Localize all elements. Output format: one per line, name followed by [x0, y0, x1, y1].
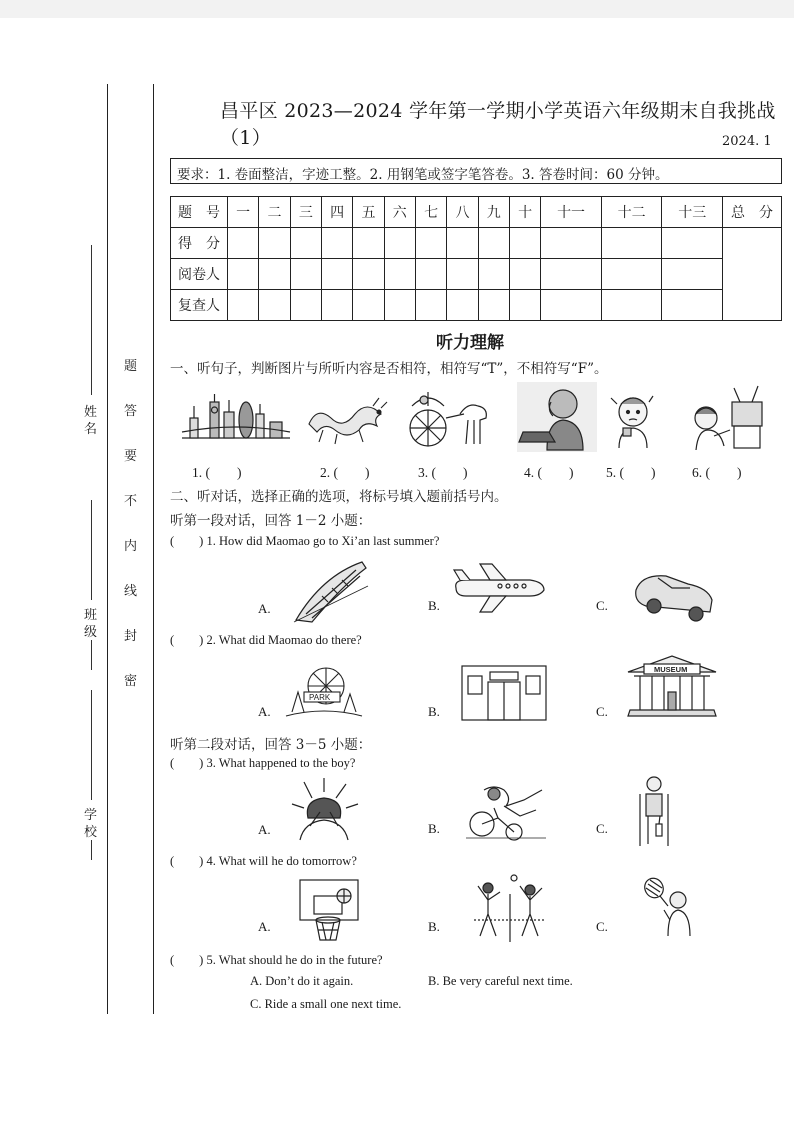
boy-with-headache-icon[interactable]: [290, 778, 360, 842]
score-cell[interactable]: [259, 228, 290, 259]
question-3[interactable]: ( ) 3. What happened to the boy?: [170, 756, 356, 770]
q4-option-b-label[interactable]: B.: [428, 919, 440, 934]
class-label: 班级: [84, 608, 98, 640]
score-table: [170, 196, 782, 321]
dialog2-intro: 听第二段对话，回答 3－5 小题：: [170, 737, 372, 753]
reviewer-cell[interactable]: [259, 290, 290, 321]
col-12: 十二: [601, 197, 662, 228]
seal-text: [124, 360, 137, 688]
q1-option-b-label[interactable]: B.: [428, 598, 440, 613]
score-cell[interactable]: [290, 228, 321, 259]
col-3: 三: [290, 197, 321, 228]
dialog1-intro: 听第一段对话，回答 1－2 小题：: [170, 513, 372, 529]
seal-char: 不: [124, 494, 138, 509]
reviewer-cell[interactable]: [478, 290, 509, 321]
q2-option-c-label[interactable]: C.: [596, 704, 608, 719]
grader-cell[interactable]: [290, 259, 321, 290]
grader-cell[interactable]: [601, 259, 662, 290]
grader-cell[interactable]: [259, 259, 290, 290]
park-sign-text: PARK: [309, 693, 331, 702]
reviewer-cell[interactable]: [384, 290, 415, 321]
binding-line-left: [107, 84, 108, 1014]
score-cell[interactable]: [662, 228, 723, 259]
question-4[interactable]: ( ) 4. What will he do tomorrow?: [170, 854, 357, 868]
q1-option-c-label[interactable]: C.: [596, 598, 608, 613]
col-11: 十一: [541, 197, 602, 228]
girl-watching-tv-icon: [688, 380, 766, 452]
museum-sign-text: MUSEUM: [654, 665, 688, 674]
boy-playing-tennis-icon[interactable]: [632, 876, 696, 940]
q3-option-b-label[interactable]: B.: [428, 821, 440, 836]
seal-char: 题: [124, 359, 138, 374]
q3-option-c-label[interactable]: C.: [596, 821, 608, 836]
reviewer-row-label: 复查人: [171, 290, 228, 321]
q4-option-a-label[interactable]: A.: [258, 919, 271, 934]
page-top-edge: [0, 0, 794, 18]
grader-cell[interactable]: [541, 259, 602, 290]
answer-blank-2[interactable]: 2. ( ): [320, 465, 370, 480]
high-speed-train-icon[interactable]: [292, 556, 370, 624]
score-cell[interactable]: [478, 228, 509, 259]
score-cell[interactable]: [228, 228, 259, 259]
col-10: 十: [509, 197, 540, 228]
grader-cell[interactable]: [662, 259, 723, 290]
reviewer-cell[interactable]: [509, 290, 540, 321]
question-2[interactable]: ( ) 2. What did Maomao do there?: [170, 633, 362, 647]
sick-boy-icon: [603, 390, 663, 450]
score-row-label: 得 分: [171, 228, 228, 259]
grader-cell[interactable]: [415, 259, 446, 290]
dragon-icon: [303, 396, 389, 446]
score-cell[interactable]: [415, 228, 446, 259]
col-8: 八: [447, 197, 478, 228]
reviewer-cell[interactable]: [601, 290, 662, 321]
score-table-header-row: [171, 197, 782, 228]
grader-cell[interactable]: [228, 259, 259, 290]
man-on-phone-icon: [517, 380, 597, 452]
exam-date: 2024. 1: [722, 134, 772, 149]
exam-title: 昌平区 2023—2024 学年第一学期小学英语六年级期末自我挑战（1）: [220, 100, 776, 149]
basketball-hoop-icon[interactable]: [298, 878, 360, 944]
seal-char: 要: [124, 449, 138, 464]
score-cell[interactable]: [601, 228, 662, 259]
q4-option-c-label[interactable]: C.: [596, 919, 608, 934]
seal-char: 密: [124, 674, 138, 689]
section-title: 听力理解: [436, 333, 504, 353]
grader-cell[interactable]: [353, 259, 384, 290]
name-label: 姓名: [84, 405, 98, 437]
col-9: 九: [478, 197, 509, 228]
london-skyline-icon: [180, 392, 292, 444]
grader-cell[interactable]: [384, 259, 415, 290]
score-cell[interactable]: [384, 228, 415, 259]
grader-cell[interactable]: [509, 259, 540, 290]
q5-option-c[interactable]: C. Ride a small one next time.: [250, 997, 402, 1011]
score-cell[interactable]: [353, 228, 384, 259]
answer-blank-6[interactable]: 6. ( ): [692, 465, 742, 480]
col-4: 四: [321, 197, 352, 228]
q3-option-a-label[interactable]: A.: [258, 822, 271, 837]
question-5[interactable]: ( ) 5. What should he do in the future?: [170, 953, 383, 967]
seal-char: 线: [124, 584, 138, 599]
q5-option-b[interactable]: B. Be very careful next time.: [428, 974, 573, 988]
reviewer-cell[interactable]: [228, 290, 259, 321]
building-icon[interactable]: [460, 664, 548, 722]
car-icon[interactable]: [632, 568, 714, 624]
chariot-icon: [402, 384, 492, 450]
grader-row-label: 阅卷人: [171, 259, 228, 290]
reviewer-cell[interactable]: [353, 290, 384, 321]
grader-cell[interactable]: [321, 259, 352, 290]
col-2: 二: [259, 197, 290, 228]
q5-option-a[interactable]: A. Don’t do it again.: [250, 974, 354, 988]
reviewer-cell[interactable]: [290, 290, 321, 321]
grader-cell[interactable]: [478, 259, 509, 290]
seal-char: 内: [124, 539, 138, 554]
score-cell[interactable]: [509, 228, 540, 259]
reviewer-row: [171, 290, 782, 321]
airplane-icon[interactable]: [450, 562, 546, 614]
amusement-park-icon[interactable]: [284, 662, 364, 720]
score-cell[interactable]: [723, 228, 782, 321]
col-5: 五: [353, 197, 384, 228]
score-row: [171, 228, 782, 259]
boy-fell-off-bike-icon[interactable]: [464, 780, 548, 842]
seal-char: 答: [124, 404, 138, 419]
boy-on-crutches-icon[interactable]: [634, 774, 674, 848]
answer-blank-4[interactable]: 4. ( ): [524, 465, 574, 480]
volleyball-players-icon[interactable]: [470, 874, 550, 946]
q1-option-a-label[interactable]: A.: [258, 601, 271, 616]
answer-blank-5[interactable]: 5. ( ): [606, 465, 656, 480]
score-header-label: 题 号: [171, 197, 228, 228]
score-cell[interactable]: [447, 228, 478, 259]
col-1: 一: [228, 197, 259, 228]
q2-option-b-label[interactable]: B.: [428, 704, 440, 719]
col-6: 六: [384, 197, 415, 228]
grader-cell[interactable]: [447, 259, 478, 290]
score-cell[interactable]: [541, 228, 602, 259]
reviewer-cell[interactable]: [541, 290, 602, 321]
school-label: 学校: [84, 808, 98, 840]
col-7: 七: [415, 197, 446, 228]
reviewer-cell[interactable]: [415, 290, 446, 321]
col-13: 十三: [662, 197, 723, 228]
score-cell[interactable]: [321, 228, 352, 259]
grader-row: [171, 259, 782, 290]
reviewer-cell[interactable]: [447, 290, 478, 321]
question-1[interactable]: ( ) 1. How did Maomao go to Xi’an last summer?: [170, 534, 440, 548]
requirements-box: 要求：1. 卷面整洁，字迹工整。2. 用钢笔或签字笔答卷。3. 答卷时间：60 分钟。: [170, 158, 782, 184]
col-total: 总 分: [723, 197, 782, 228]
reviewer-cell[interactable]: [321, 290, 352, 321]
answer-blank-3[interactable]: 3. ( ): [418, 465, 468, 480]
museum-icon[interactable]: [624, 652, 720, 722]
part2-instruction: 二、听对话，选择正确的选项，将标号填入题前括号内。: [170, 489, 508, 505]
binding-line-right: [153, 84, 154, 1014]
q2-option-a-label[interactable]: A.: [258, 704, 271, 719]
reviewer-cell[interactable]: [662, 290, 723, 321]
answer-blank-1[interactable]: 1. ( ): [192, 465, 242, 480]
seal-char: 封: [124, 629, 138, 644]
part1-instruction: 一、听句子，判断图片与所听内容是否相符，相符写“T”，不相符写“F”。: [170, 361, 608, 377]
